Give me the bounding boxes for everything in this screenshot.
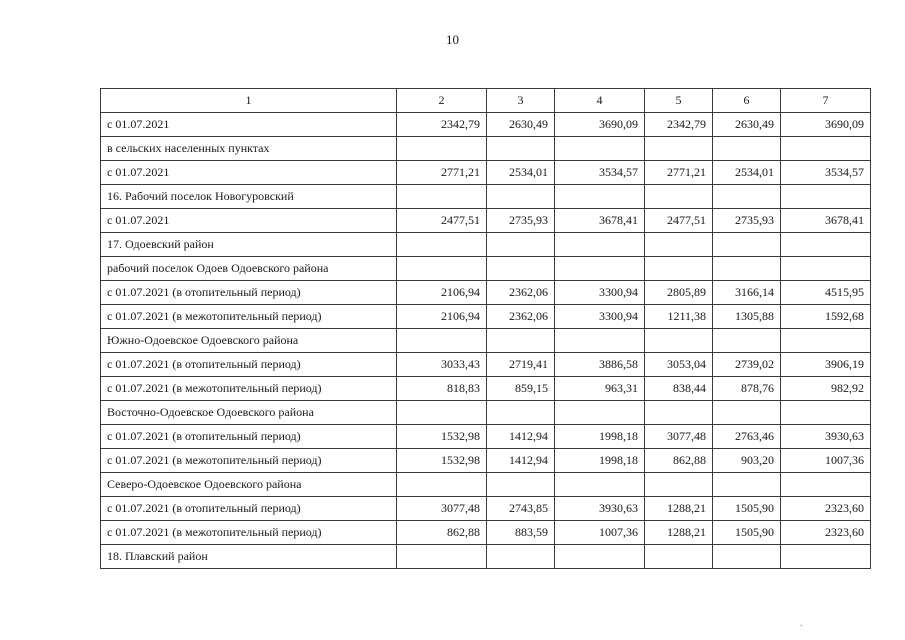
row-label: с 01.07.2021 — [101, 161, 397, 185]
value-cell — [397, 545, 487, 569]
table-row — [101, 185, 871, 209]
value-cell: 2771,21 — [645, 161, 713, 185]
value-cell — [645, 137, 713, 161]
row-label: Северо-Одоевское Одоевского района — [101, 473, 397, 497]
value-cell — [713, 473, 781, 497]
value-cell: 3886,58 — [555, 353, 645, 377]
header-cell: 4 — [555, 89, 645, 113]
value-cell — [555, 257, 645, 281]
value-cell: 859,15 — [487, 377, 555, 401]
value-cell — [645, 473, 713, 497]
value-cell: 3930,63 — [555, 497, 645, 521]
value-cell: 1211,38 — [645, 305, 713, 329]
row-label: Южно-Одоевское Одоевского района — [101, 329, 397, 353]
row-label: с 01.07.2021 (в межотопительный период) — [101, 305, 397, 329]
value-cell — [713, 401, 781, 425]
header-cell: 1 — [101, 89, 397, 113]
value-cell: 2106,94 — [397, 305, 487, 329]
value-cell: 1505,90 — [713, 497, 781, 521]
value-cell: 2763,46 — [713, 425, 781, 449]
value-cell — [713, 257, 781, 281]
value-cell — [713, 329, 781, 353]
header-cell: 3 — [487, 89, 555, 113]
value-cell — [397, 401, 487, 425]
row-label: с 01.07.2021 (в межотопительный период) — [101, 521, 397, 545]
value-cell: 2739,02 — [713, 353, 781, 377]
value-cell — [781, 473, 871, 497]
table-row — [101, 473, 871, 497]
value-cell — [645, 233, 713, 257]
value-cell: 878,76 — [713, 377, 781, 401]
row-label: с 01.07.2021 (в отопительный период) — [101, 425, 397, 449]
value-cell — [487, 401, 555, 425]
value-cell — [781, 401, 871, 425]
value-cell — [781, 257, 871, 281]
value-cell — [645, 185, 713, 209]
value-cell — [555, 137, 645, 161]
row-label: рабочий поселок Одоев Одоевского района — [101, 257, 397, 281]
table-row — [101, 353, 871, 377]
header-cell: 6 — [713, 89, 781, 113]
table-body — [101, 89, 871, 569]
value-cell: 3930,63 — [781, 425, 871, 449]
row-label: 18. Плавский район — [101, 545, 397, 569]
value-cell: 3033,43 — [397, 353, 487, 377]
value-cell: 1288,21 — [645, 521, 713, 545]
value-cell: 862,88 — [645, 449, 713, 473]
value-cell: 2342,79 — [645, 113, 713, 137]
value-cell: 2735,93 — [713, 209, 781, 233]
value-cell — [555, 401, 645, 425]
value-cell — [645, 401, 713, 425]
value-cell: 3690,09 — [781, 113, 871, 137]
value-cell: 1505,90 — [713, 521, 781, 545]
value-cell: 3077,48 — [645, 425, 713, 449]
table-row — [101, 209, 871, 233]
table-row — [101, 521, 871, 545]
value-cell: 1532,98 — [397, 425, 487, 449]
value-cell — [645, 545, 713, 569]
table-row — [101, 425, 871, 449]
value-cell: 1412,94 — [487, 425, 555, 449]
value-cell: 2735,93 — [487, 209, 555, 233]
value-cell: 3300,94 — [555, 281, 645, 305]
value-cell: 2362,06 — [487, 281, 555, 305]
value-cell — [781, 329, 871, 353]
value-cell: 818,83 — [397, 377, 487, 401]
table-row — [101, 113, 871, 137]
value-cell: 2805,89 — [645, 281, 713, 305]
table-row — [101, 161, 871, 185]
table-row — [101, 329, 871, 353]
scan-mark: . — [800, 618, 803, 629]
value-cell: 2477,51 — [645, 209, 713, 233]
row-label: с 01.07.2021 (в межотопительный период) — [101, 449, 397, 473]
table-row — [101, 401, 871, 425]
value-cell — [487, 257, 555, 281]
value-cell: 3690,09 — [555, 113, 645, 137]
table-row — [101, 449, 871, 473]
value-cell: 982,92 — [781, 377, 871, 401]
value-cell: 1592,68 — [781, 305, 871, 329]
table-row — [101, 377, 871, 401]
value-cell — [397, 185, 487, 209]
value-cell — [397, 473, 487, 497]
value-cell: 963,31 — [555, 377, 645, 401]
value-cell: 3678,41 — [781, 209, 871, 233]
value-cell — [555, 473, 645, 497]
value-cell: 2743,85 — [487, 497, 555, 521]
header-row — [101, 89, 871, 113]
value-cell: 1305,88 — [713, 305, 781, 329]
row-label: с 01.07.2021 (в межотопительный период) — [101, 377, 397, 401]
table-row — [101, 281, 871, 305]
value-cell — [555, 233, 645, 257]
value-cell: 903,20 — [713, 449, 781, 473]
value-cell — [713, 233, 781, 257]
value-cell: 883,59 — [487, 521, 555, 545]
value-cell: 2323,60 — [781, 521, 871, 545]
value-cell — [487, 473, 555, 497]
value-cell — [555, 185, 645, 209]
value-cell — [781, 137, 871, 161]
value-cell: 2477,51 — [397, 209, 487, 233]
row-label: 17. Одоевский район — [101, 233, 397, 257]
value-cell: 3906,19 — [781, 353, 871, 377]
table-row — [101, 233, 871, 257]
value-cell — [397, 329, 487, 353]
value-cell: 1532,98 — [397, 449, 487, 473]
value-cell: 3166,14 — [713, 281, 781, 305]
row-label: с 01.07.2021 (в отопительный период) — [101, 497, 397, 521]
table-row — [101, 497, 871, 521]
header-cell: 2 — [397, 89, 487, 113]
value-cell: 1288,21 — [645, 497, 713, 521]
value-cell: 838,44 — [645, 377, 713, 401]
row-label: с 01.07.2021 — [101, 113, 397, 137]
value-cell: 1007,36 — [781, 449, 871, 473]
value-cell — [645, 257, 713, 281]
value-cell — [713, 137, 781, 161]
value-cell — [781, 185, 871, 209]
value-cell — [397, 233, 487, 257]
value-cell — [397, 257, 487, 281]
value-cell — [713, 545, 781, 569]
row-label: 16. Рабочий поселок Новогуровский — [101, 185, 397, 209]
row-label: с 01.07.2021 — [101, 209, 397, 233]
value-cell — [781, 545, 871, 569]
value-cell: 2771,21 — [397, 161, 487, 185]
value-cell — [487, 137, 555, 161]
value-cell: 3053,04 — [645, 353, 713, 377]
value-cell — [487, 185, 555, 209]
value-cell: 1998,18 — [555, 449, 645, 473]
value-cell: 2534,01 — [487, 161, 555, 185]
value-cell — [397, 137, 487, 161]
value-cell: 3678,41 — [555, 209, 645, 233]
value-cell — [555, 329, 645, 353]
value-cell: 2342,79 — [397, 113, 487, 137]
value-cell: 3534,57 — [781, 161, 871, 185]
value-cell: 862,88 — [397, 521, 487, 545]
value-cell — [487, 233, 555, 257]
table-row — [101, 305, 871, 329]
value-cell: 2719,41 — [487, 353, 555, 377]
value-cell — [713, 185, 781, 209]
tariff-table — [100, 88, 871, 569]
row-label: с 01.07.2021 (в отопительный период) — [101, 353, 397, 377]
header-cell: 7 — [781, 89, 871, 113]
value-cell — [487, 329, 555, 353]
table-row — [101, 137, 871, 161]
table-row — [101, 257, 871, 281]
value-cell: 2630,49 — [487, 113, 555, 137]
row-label: с 01.07.2021 (в отопительный период) — [101, 281, 397, 305]
value-cell: 2534,01 — [713, 161, 781, 185]
value-cell: 2362,06 — [487, 305, 555, 329]
row-label: в сельских населенных пунктах — [101, 137, 397, 161]
value-cell: 2323,60 — [781, 497, 871, 521]
header-cell: 5 — [645, 89, 713, 113]
row-label: Восточно-Одоевское Одоевского района — [101, 401, 397, 425]
value-cell — [555, 545, 645, 569]
page-number: 10 — [446, 32, 459, 47]
value-cell — [781, 233, 871, 257]
value-cell: 3077,48 — [397, 497, 487, 521]
value-cell: 4515,95 — [781, 281, 871, 305]
value-cell: 2630,49 — [713, 113, 781, 137]
value-cell: 2106,94 — [397, 281, 487, 305]
value-cell: 1998,18 — [555, 425, 645, 449]
value-cell — [487, 545, 555, 569]
value-cell: 1007,36 — [555, 521, 645, 545]
value-cell: 1412,94 — [487, 449, 555, 473]
value-cell: 3300,94 — [555, 305, 645, 329]
table-row — [101, 545, 871, 569]
value-cell: 3534,57 — [555, 161, 645, 185]
value-cell — [645, 329, 713, 353]
